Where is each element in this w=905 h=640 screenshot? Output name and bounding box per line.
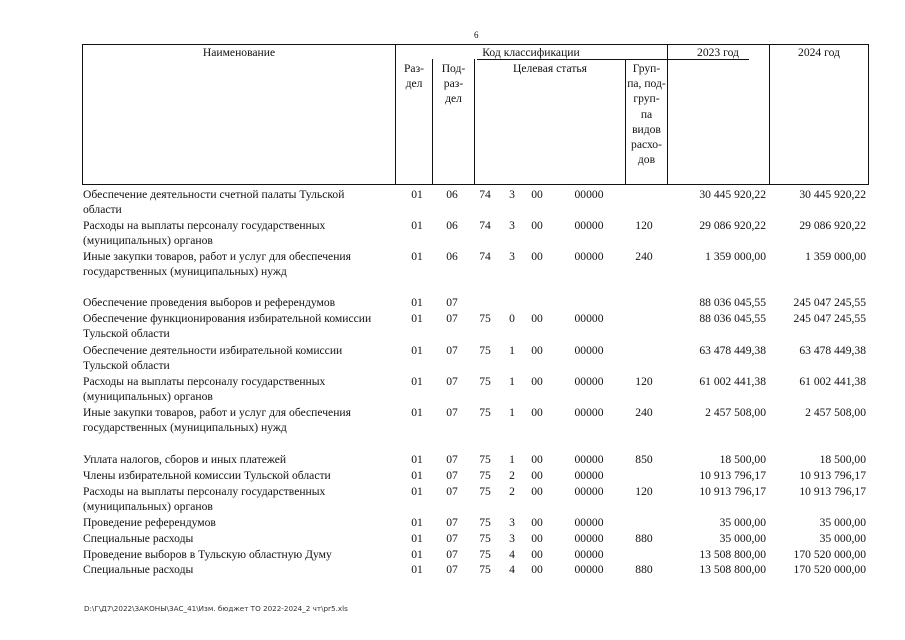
row-section: 01 <box>411 516 423 529</box>
row-2024: 170 520 000,00 <box>793 563 866 576</box>
row-target-1: 75 <box>479 516 491 529</box>
row-name: Специальные расходы <box>83 563 194 576</box>
row-name: Уплата налогов, сборов и иных платежей <box>83 453 287 466</box>
row-subsection: 07 <box>446 548 458 561</box>
row-target-1: 75 <box>479 312 491 325</box>
header-target: Целевая статья <box>512 62 588 75</box>
row-subsection: 07 <box>446 344 458 357</box>
row-section: 01 <box>411 296 423 309</box>
row-target-3: 00 <box>531 312 543 325</box>
row-target-3: 00 <box>531 250 543 263</box>
row-name: Иные закупки товаров, работ и услуг для обеспечения государственных (муниципальных) нужд <box>83 250 351 279</box>
row-section: 01 <box>411 250 423 263</box>
row-group: 120 <box>635 485 653 498</box>
row-target-2: 3 <box>509 188 515 201</box>
row-2024: 10 913 796,17 <box>799 469 866 482</box>
row-2024: 1 359 000,00 <box>805 250 866 263</box>
row-section: 01 <box>411 469 423 482</box>
row-name: Обеспечение деятельности избирательной комиссии Тульской области <box>83 344 343 373</box>
table-row <box>0 295 905 311</box>
row-target-3: 00 <box>531 453 543 466</box>
row-target-2: 4 <box>509 548 515 561</box>
row-2023: 88 036 045,55 <box>699 296 766 309</box>
row-group: 880 <box>635 563 653 576</box>
table-row <box>0 547 905 563</box>
row-name: Проведение референдумов <box>83 516 216 529</box>
row-subsection: 07 <box>446 375 458 388</box>
row-subsection: 07 <box>446 516 458 529</box>
row-subsection: 07 <box>446 485 458 498</box>
header-section <box>396 61 432 91</box>
row-group: 120 <box>635 219 653 232</box>
header-col-line <box>667 45 668 184</box>
row-target-1: 75 <box>479 469 491 482</box>
row-subsection: 06 <box>446 219 458 232</box>
row-2023: 61 002 441,38 <box>699 375 766 388</box>
row-target-1: 75 <box>479 485 491 498</box>
table-row <box>0 187 905 217</box>
header-year-2023: 2023 год <box>697 46 739 59</box>
row-2024: 18 500,00 <box>819 453 866 466</box>
row-subsection: 07 <box>446 563 458 576</box>
row-target-3: 00 <box>531 344 543 357</box>
row-group: 880 <box>635 532 653 545</box>
row-target-3: 00 <box>531 188 543 201</box>
row-target-4: 00000 <box>574 250 604 263</box>
table-row <box>0 562 905 578</box>
row-name: Обеспечение деятельности счетной палаты Тульской области <box>83 188 345 217</box>
row-name: Расходы на выплаты персоналу государственных (муниципальных) органов <box>83 375 326 404</box>
row-target-3: 00 <box>531 375 543 388</box>
row-target-4: 00000 <box>574 312 604 325</box>
row-target-4: 00000 <box>574 563 604 576</box>
row-section: 01 <box>411 188 423 201</box>
row-group: 240 <box>635 250 653 263</box>
row-subsection: 06 <box>446 188 458 201</box>
row-target-2: 0 <box>509 312 515 325</box>
row-2023: 13 508 800,00 <box>699 563 766 576</box>
row-section: 01 <box>411 312 423 325</box>
header-subsection <box>433 61 474 107</box>
row-name: Члены избирательной комиссии Тульской области <box>83 469 331 482</box>
row-target-4: 00000 <box>574 485 604 498</box>
row-target-2: 2 <box>509 469 515 482</box>
row-target-4: 00000 <box>574 344 604 357</box>
row-2023: 10 913 796,17 <box>699 485 766 498</box>
row-section: 01 <box>411 548 423 561</box>
header-subsection-line: раз- <box>443 77 464 91</box>
row-target-2: 2 <box>509 485 515 498</box>
row-target-3: 00 <box>531 469 543 482</box>
row-section: 01 <box>411 532 423 545</box>
header-group-line: дов <box>637 153 656 167</box>
row-target-2: 1 <box>509 375 515 388</box>
row-2024: 63 478 449,38 <box>799 344 866 357</box>
row-target-2: 4 <box>509 563 515 576</box>
header-col-line <box>769 45 770 184</box>
row-2023: 29 086 920,22 <box>699 219 766 232</box>
row-subsection: 07 <box>446 532 458 545</box>
row-target-2: 1 <box>509 344 515 357</box>
table-row <box>0 405 905 435</box>
row-name: Обеспечение функционирования избирательной комиссии Тульской области <box>83 312 372 341</box>
row-2023: 10 913 796,17 <box>699 469 766 482</box>
row-2023: 2 457 508,00 <box>705 406 766 419</box>
row-target-4: 00000 <box>574 532 604 545</box>
row-target-2: 1 <box>509 406 515 419</box>
row-subsection: 06 <box>446 250 458 263</box>
table-row <box>0 484 905 514</box>
row-target-3: 00 <box>531 563 543 576</box>
row-target-1: 75 <box>479 548 491 561</box>
header-section-line: Раз- <box>403 62 425 75</box>
row-subsection: 07 <box>446 406 458 419</box>
row-name: Обеспечение проведения выборов и референдумов <box>83 296 336 309</box>
row-2023: 63 478 449,38 <box>699 344 766 357</box>
row-target-3: 00 <box>531 485 543 498</box>
row-group: 120 <box>635 375 653 388</box>
row-target-4: 00000 <box>574 188 604 201</box>
row-2023: 18 500,00 <box>719 453 766 466</box>
row-2023: 35 000,00 <box>719 532 766 545</box>
row-group: 240 <box>635 406 653 419</box>
row-section: 01 <box>411 406 423 419</box>
row-target-2: 3 <box>509 219 515 232</box>
row-2024: 35 000,00 <box>819 532 866 545</box>
row-section: 01 <box>411 219 423 232</box>
header-subsection-line: Под- <box>441 62 466 75</box>
table-header <box>82 44 869 185</box>
row-target-1: 75 <box>479 453 491 466</box>
header-name: Наименование <box>202 46 276 59</box>
row-target-4: 00000 <box>574 548 604 561</box>
row-2024: 170 520 000,00 <box>793 548 866 561</box>
row-2024: 10 913 796,17 <box>799 485 866 498</box>
header-group-line: видов <box>632 122 661 136</box>
header-year-2024: 2024 год <box>798 46 840 59</box>
row-subsection: 07 <box>446 453 458 466</box>
row-section: 01 <box>411 453 423 466</box>
row-target-4: 00000 <box>574 453 604 466</box>
table-row <box>0 374 905 404</box>
header-subsection-line: дел <box>445 92 462 106</box>
row-2024: 29 086 920,22 <box>799 219 866 232</box>
row-target-1: 75 <box>479 375 491 388</box>
row-section: 01 <box>411 485 423 498</box>
header-group-line: па <box>640 107 653 121</box>
row-2023: 35 000,00 <box>719 516 766 529</box>
row-target-4: 00000 <box>574 219 604 232</box>
row-target-4: 00000 <box>574 375 604 388</box>
row-target-1: 75 <box>479 406 491 419</box>
row-target-3: 00 <box>531 219 543 232</box>
row-2023: 1 359 000,00 <box>705 250 766 263</box>
row-target-2: 3 <box>509 250 515 263</box>
row-target-1: 74 <box>479 219 491 232</box>
page-number: 6 <box>474 30 479 40</box>
row-target-4: 00000 <box>574 516 604 529</box>
file-path-footer: D:\Г\Д7\2022\ЗАКОНЫ\ЗАС_41\Изм. бюджет ТО 2022-2024_2 чт\pr5.xls <box>84 604 348 613</box>
row-2024: 2 457 508,00 <box>805 406 866 419</box>
table-row <box>0 452 905 468</box>
row-2024: 61 002 441,38 <box>799 375 866 388</box>
row-target-3: 00 <box>531 548 543 561</box>
row-target-3: 00 <box>531 406 543 419</box>
row-target-2: 1 <box>509 453 515 466</box>
row-target-4: 00000 <box>574 406 604 419</box>
row-2024: 245 047 245,55 <box>793 296 866 309</box>
header-group-line: груп- <box>633 92 660 106</box>
header-group-line: расхо- <box>631 138 662 152</box>
table-row <box>0 311 905 341</box>
row-name: Иные закупки товаров, работ и услуг для обеспечения государственных (муниципальных) нужд <box>83 406 351 435</box>
row-target-1: 74 <box>479 188 491 201</box>
row-subsection: 07 <box>446 312 458 325</box>
row-target-1: 74 <box>479 250 491 263</box>
header-group-line: Груп- <box>632 62 661 75</box>
row-section: 01 <box>411 344 423 357</box>
row-2024: 245 047 245,55 <box>793 312 866 325</box>
row-2023: 13 508 800,00 <box>699 548 766 561</box>
row-subsection: 07 <box>446 469 458 482</box>
row-target-1: 75 <box>479 563 491 576</box>
table-row <box>0 343 905 373</box>
table-row <box>0 515 905 531</box>
row-target-4: 00000 <box>574 469 604 482</box>
row-name: Расходы на выплаты персоналу государственных (муниципальных) органов <box>83 219 326 248</box>
table-row <box>0 468 905 484</box>
table-row <box>0 218 905 248</box>
row-target-3: 00 <box>531 532 543 545</box>
header-col-line <box>474 59 475 184</box>
row-name: Специальные расходы <box>83 532 194 545</box>
header-group-line: па, под- <box>627 77 666 91</box>
row-section: 01 <box>411 375 423 388</box>
row-2024: 30 445 920,22 <box>799 188 866 201</box>
row-subsection: 07 <box>446 296 458 309</box>
row-target-2: 3 <box>509 516 515 529</box>
row-target-2: 3 <box>509 532 515 545</box>
header-section-line: дел <box>405 77 423 91</box>
row-target-1: 75 <box>479 532 491 545</box>
row-target-1: 75 <box>479 344 491 357</box>
row-2023: 88 036 045,55 <box>699 312 766 325</box>
row-name: Расходы на выплаты персоналу государственных (муниципальных) органов <box>83 485 326 514</box>
row-name: Проведение выборов в Тульскую областную Думу <box>83 548 332 561</box>
row-target-3: 00 <box>531 516 543 529</box>
header-group <box>626 61 667 167</box>
header-classification: Код классификации <box>482 46 580 59</box>
table-row <box>0 249 905 279</box>
row-section: 01 <box>411 563 423 576</box>
row-2024: 35 000,00 <box>819 516 866 529</box>
row-2023: 30 445 920,22 <box>699 188 766 201</box>
table-row <box>0 531 905 547</box>
row-group: 850 <box>635 453 653 466</box>
